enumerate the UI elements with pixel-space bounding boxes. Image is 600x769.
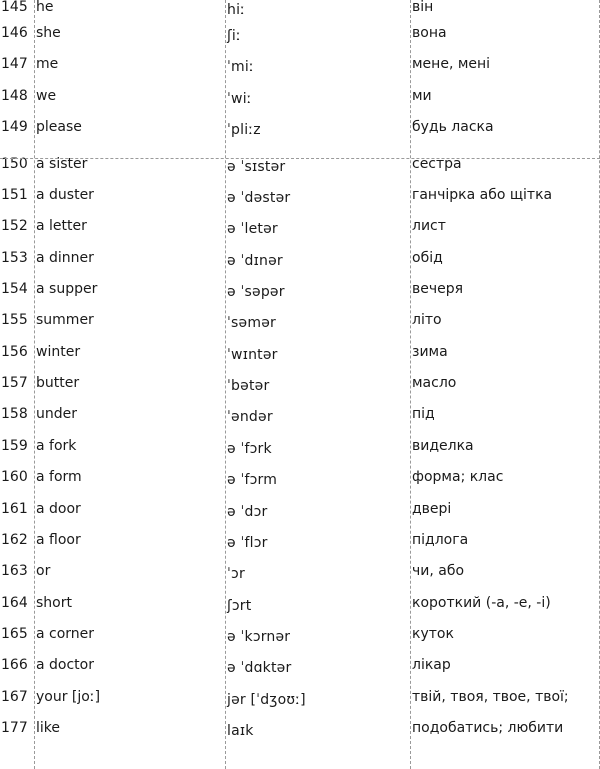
translation: підлога bbox=[412, 532, 469, 548]
transcription: ˈsəmər bbox=[227, 315, 276, 331]
translation: виделка bbox=[412, 438, 474, 454]
transcription: ˈwiː bbox=[227, 91, 252, 107]
translation: ганчірка або щітка bbox=[412, 187, 553, 203]
transcription: ʃiː bbox=[227, 28, 241, 44]
translation: будь ласка bbox=[412, 119, 494, 135]
english-word: please bbox=[36, 119, 82, 135]
table-row bbox=[0, 274, 600, 305]
english-word: a doctor bbox=[36, 657, 94, 673]
transcription: ə ˈdɔr bbox=[227, 504, 268, 520]
translation: лікар bbox=[412, 657, 451, 673]
table-row bbox=[0, 713, 600, 744]
row-number: 159 bbox=[1, 438, 28, 454]
transcription: ə ˈfɔrm bbox=[227, 472, 278, 488]
translation: короткий (-а, -е, -і) bbox=[412, 595, 551, 611]
row-number: 157 bbox=[1, 375, 28, 391]
row-number: 146 bbox=[1, 25, 28, 41]
translation: чи, або bbox=[412, 563, 465, 579]
row-number: 160 bbox=[1, 469, 28, 485]
english-word: she bbox=[36, 25, 61, 41]
column-divider bbox=[225, 0, 226, 769]
table-row bbox=[0, 180, 600, 211]
table-row bbox=[0, 588, 600, 619]
transcription: ʃɔrt bbox=[227, 598, 252, 614]
table-row bbox=[0, 112, 600, 143]
row-number: 154 bbox=[1, 281, 28, 297]
column-divider bbox=[410, 0, 411, 769]
table-row bbox=[0, 81, 600, 112]
english-word: a letter bbox=[36, 218, 87, 234]
transcription: ə ˈsɪstər bbox=[227, 159, 286, 175]
transcription: ə ˈdɑktər bbox=[227, 660, 292, 676]
translation: вечеря bbox=[412, 281, 464, 297]
row-number: 177 bbox=[1, 720, 28, 736]
table-row bbox=[0, 650, 600, 681]
english-word: a sister bbox=[36, 156, 88, 172]
row-number: 153 bbox=[1, 250, 28, 266]
row-number: 156 bbox=[1, 344, 28, 360]
row-number: 147 bbox=[1, 56, 28, 72]
row-number: 163 bbox=[1, 563, 28, 579]
table-row bbox=[0, 18, 600, 49]
english-word: a duster bbox=[36, 187, 94, 203]
english-word: winter bbox=[36, 344, 81, 360]
english-word: a fork bbox=[36, 438, 77, 454]
transcription: jər [ˈdʒoʊː] bbox=[227, 692, 306, 708]
english-word: a floor bbox=[36, 532, 81, 548]
translation: вона bbox=[412, 25, 447, 41]
translation: двері bbox=[412, 501, 452, 517]
row-number: 158 bbox=[1, 406, 28, 422]
translation: форма; клас bbox=[412, 469, 504, 485]
row-number: 166 bbox=[1, 657, 28, 673]
translation: куток bbox=[412, 626, 454, 642]
translation: мене, мені bbox=[412, 56, 491, 72]
english-word: a door bbox=[36, 501, 81, 517]
transcription: ə ˈfɔrk bbox=[227, 441, 272, 457]
transcription: ə ˈdɪnər bbox=[227, 253, 283, 269]
table-row bbox=[0, 682, 600, 713]
table-row bbox=[0, 431, 600, 462]
translation: зима bbox=[412, 344, 448, 360]
table-row bbox=[0, 243, 600, 274]
english-word: a supper bbox=[36, 281, 98, 297]
translation: обід bbox=[412, 250, 443, 266]
table-row bbox=[0, 619, 600, 650]
english-word: your [joː] bbox=[36, 689, 101, 705]
row-number: 161 bbox=[1, 501, 28, 517]
english-word: a corner bbox=[36, 626, 95, 642]
english-word: butter bbox=[36, 375, 80, 391]
translation: літо bbox=[412, 312, 442, 328]
transcription: ə ˈkɔrnər bbox=[227, 629, 291, 645]
translation: твій, твоя, твое, твої; bbox=[412, 689, 569, 705]
row-number: 151 bbox=[1, 187, 28, 203]
english-word: under bbox=[36, 406, 78, 422]
english-word: he bbox=[36, 0, 54, 15]
row-number: 152 bbox=[1, 218, 28, 234]
row-number: 149 bbox=[1, 119, 28, 135]
transcription: ˈəndər bbox=[227, 409, 273, 425]
english-word: or bbox=[36, 563, 51, 579]
translation: під bbox=[412, 406, 435, 422]
english-word: short bbox=[36, 595, 72, 611]
table-row bbox=[0, 556, 600, 587]
translation: сестра bbox=[412, 156, 462, 172]
translation: подобатись; любити bbox=[412, 720, 564, 736]
row-number: 145 bbox=[1, 0, 28, 15]
transcription: ə ˈletər bbox=[227, 221, 278, 237]
english-word: like bbox=[36, 720, 61, 736]
table-row bbox=[0, 49, 600, 80]
row-number: 164 bbox=[1, 595, 28, 611]
section-divider bbox=[0, 158, 600, 159]
translation: ми bbox=[412, 88, 432, 104]
transcription: ˈbətər bbox=[227, 378, 270, 394]
translation: масло bbox=[412, 375, 457, 391]
transcription: laɪk bbox=[227, 723, 254, 739]
column-divider bbox=[34, 0, 35, 769]
table-row bbox=[0, 525, 600, 556]
row-number: 162 bbox=[1, 532, 28, 548]
transcription: ə ˈflɔr bbox=[227, 535, 268, 551]
english-word: we bbox=[36, 88, 57, 104]
table-row bbox=[0, 368, 600, 399]
english-word: me bbox=[36, 56, 59, 72]
transcription: ˈwɪntər bbox=[227, 347, 278, 363]
transcription: ə ˈdəstər bbox=[227, 190, 291, 206]
transcription: hiː bbox=[227, 2, 246, 18]
transcription: ˈmiː bbox=[227, 59, 254, 75]
row-number: 165 bbox=[1, 626, 28, 642]
row-number: 150 bbox=[1, 156, 28, 172]
table-row bbox=[0, 149, 600, 180]
english-word: a dinner bbox=[36, 250, 94, 266]
translation: він bbox=[412, 0, 434, 15]
table-row bbox=[0, 494, 600, 525]
translation: лист bbox=[412, 218, 446, 234]
transcription: ə ˈsəpər bbox=[227, 284, 285, 300]
english-word: summer bbox=[36, 312, 94, 328]
table-row bbox=[0, 211, 600, 242]
english-word: a form bbox=[36, 469, 82, 485]
transcription: ˈɔr bbox=[227, 566, 245, 582]
row-number: 155 bbox=[1, 312, 28, 328]
row-number: 167 bbox=[1, 689, 28, 705]
transcription: ˈpliːz bbox=[227, 122, 261, 138]
table-row bbox=[0, 399, 600, 430]
table-row bbox=[0, 462, 600, 493]
row-number: 148 bbox=[1, 88, 28, 104]
table-row bbox=[0, 337, 600, 368]
table-row bbox=[0, 305, 600, 336]
